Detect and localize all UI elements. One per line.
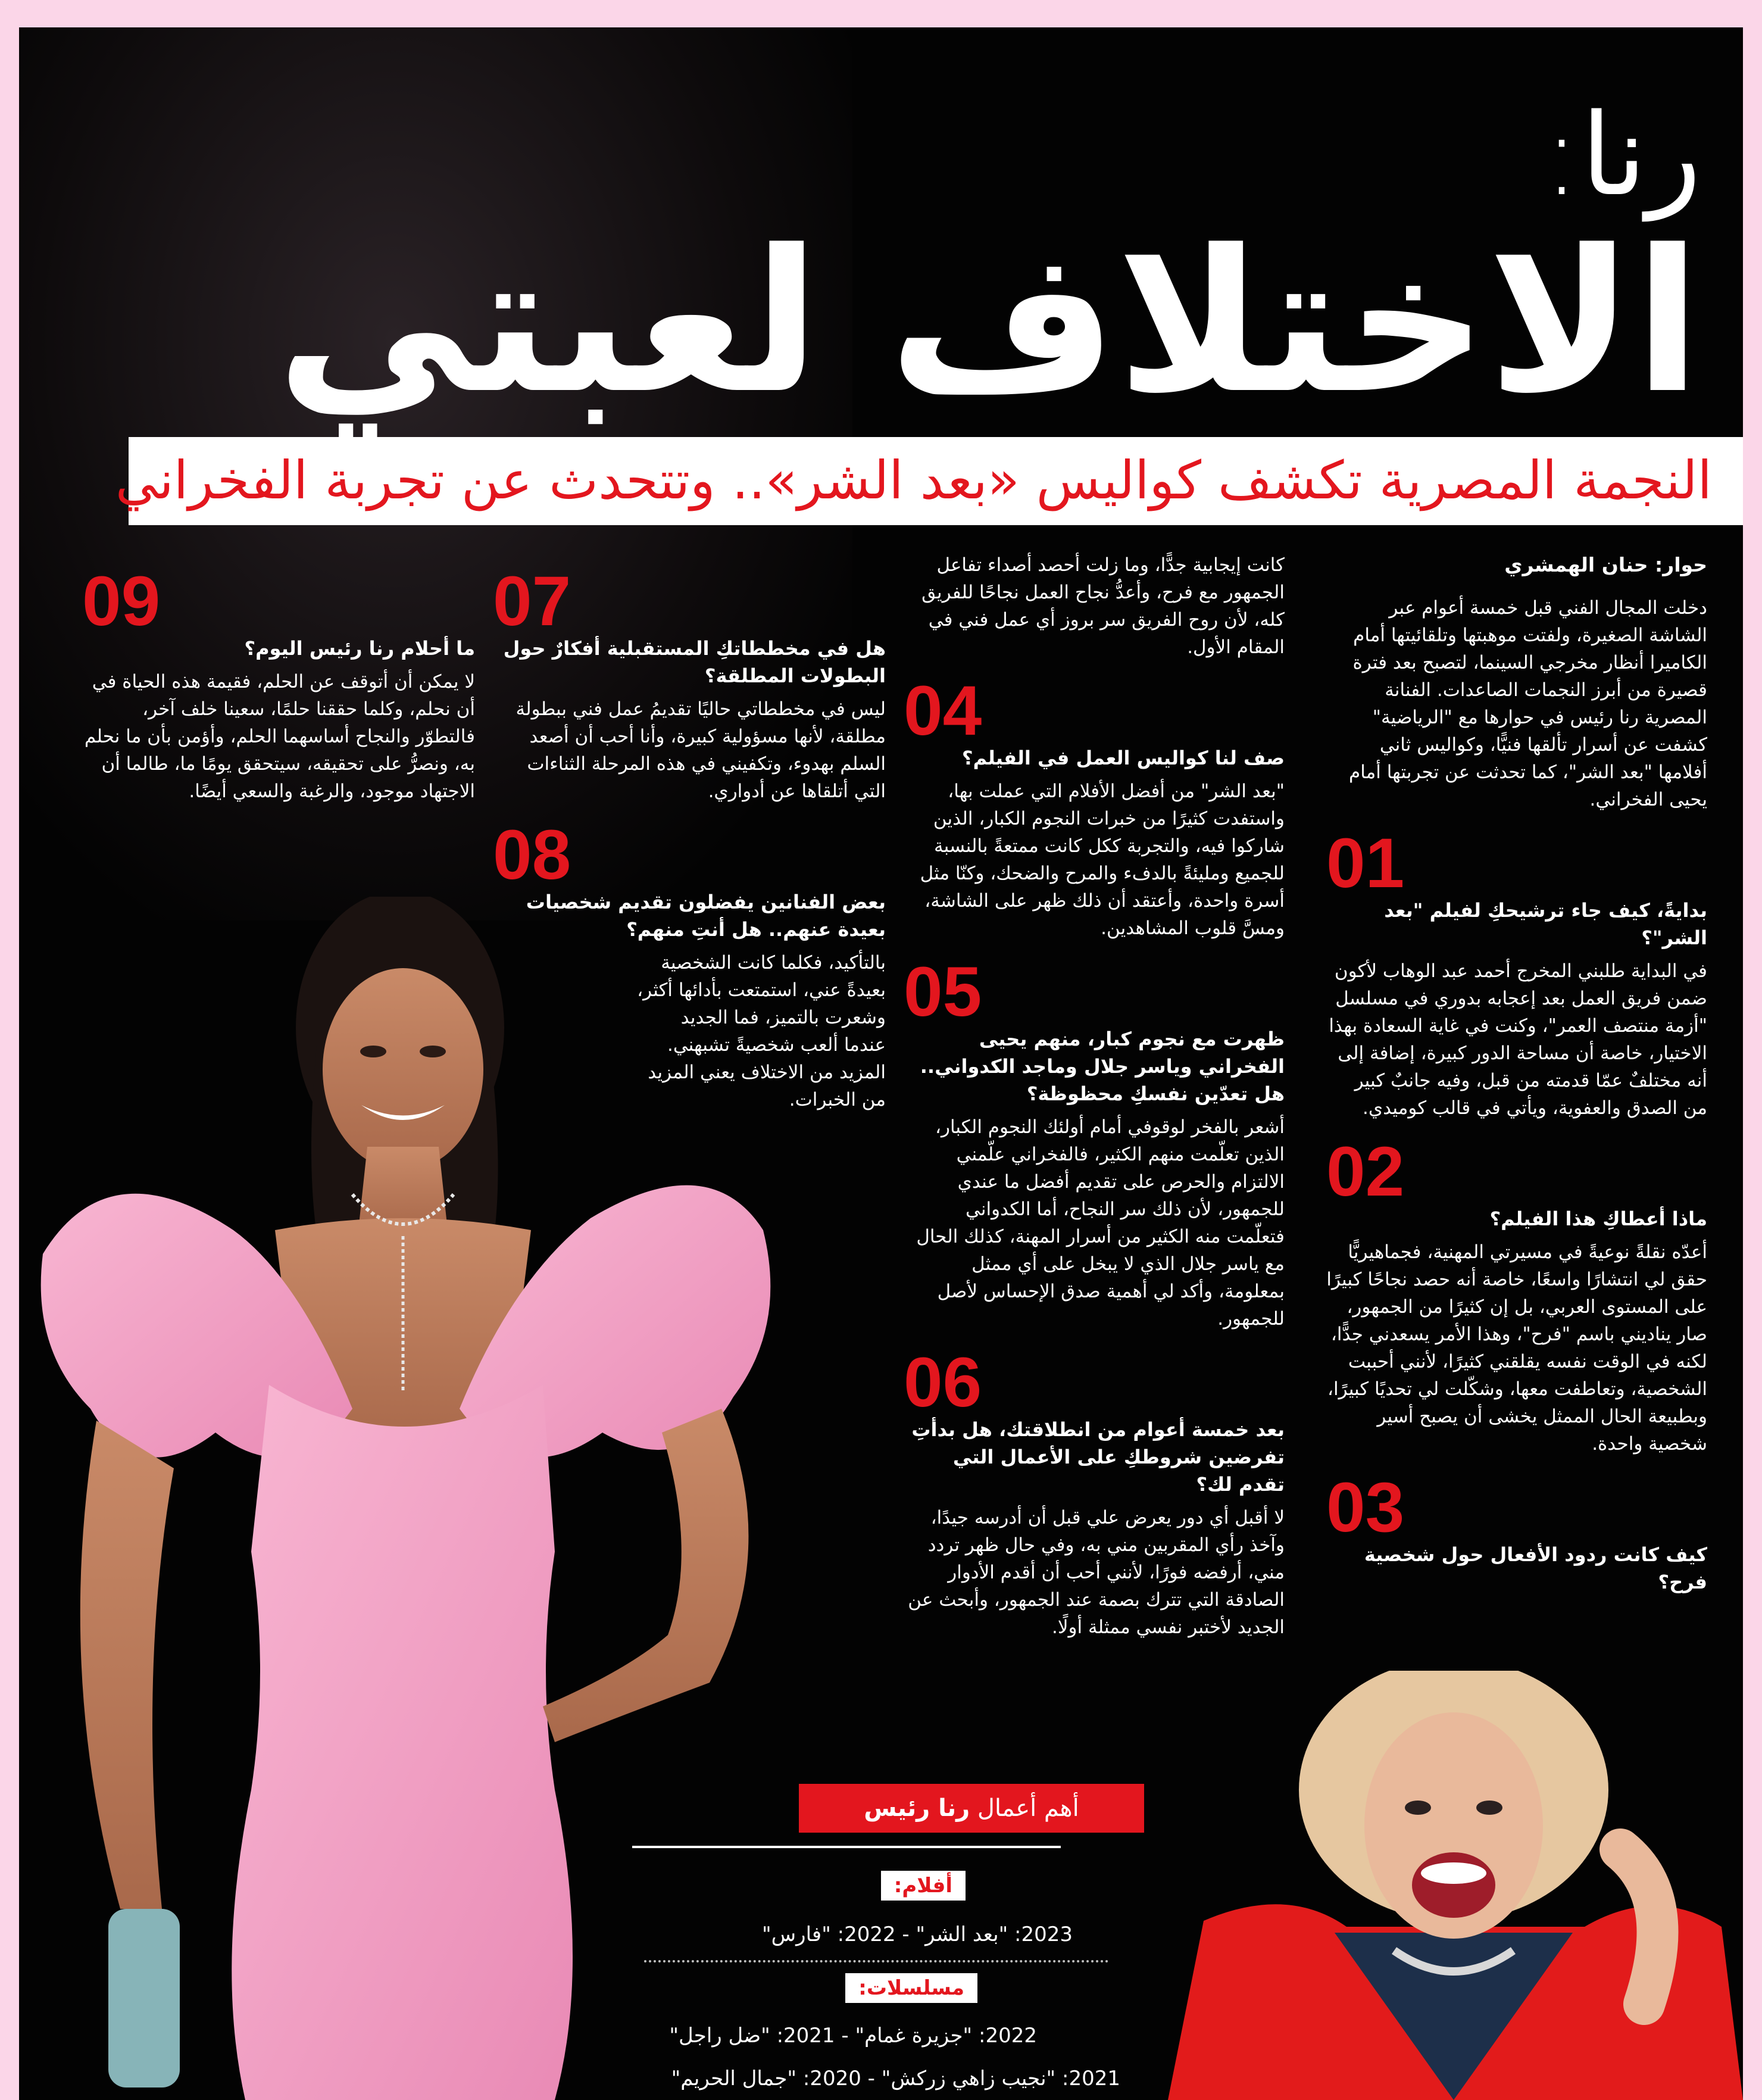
question-number-08: 08: [493, 816, 571, 894]
inset-photo: [1168, 1671, 1743, 2100]
question-01: بدايةً، كيف جاء ترشيحكِ لفيلم "بعد الشر"؟: [1384, 899, 1707, 949]
answer-02: أعدّه نقلةً نوعيةً في مسيرتي المهنية، فجماهيريًّا حقق لي انتشارًا واسعًا، خاصة أنه حصد نجاحًا كبيرًا على المستوى العربي، بل إن كثيرًا من الجمهور، صار يناديني باسم "فرح"، وهذا الأمر يسعدني جدًّا، لكنه في الوقت نفسه يقلقني كثيرًا، لأنني أحببت الشخصية، وتعاطفت معها، وشكّلت لي تحديًا كبيرًا، وبطبيعة الحال الممثل يخشى أن يصبح أسير شخصية واحدة.: [1326, 1241, 1707, 1455]
works-box: [596, 1784, 1168, 2100]
works-title-prefix: أهم أعمال: [977, 1795, 1079, 1822]
answer-08: بالتأكيد، فكلما كانت الشخصية بعيدةً عني، استمتعت بأدائها أكثر، وشعرت بالتميز، فما الجديد عندما ألعب شخصيةً تشبهني. المزيد من الاختلاف يعني المزيد من الخبرات.: [637, 952, 886, 1110]
answer-09: لا يمكن أن أتوقف عن الحلم، فقيمة هذه الحياة في أن نحلم، وكلما حققنا حلمًا، سعينا خلف آخر، فالتطوّر والنجاح أساسهما الحلم، وأؤمن بأن ما نحلم به، ونصرُّ على تحقيقه، سيتحقق يومًا ما، طالما أن الاجتهاد موجود، والرغبة والسعي أيضًا.: [84, 671, 475, 802]
question-07: هل في مخططاتكِ المستقبلية أفكارٌ حول البطولات المطلقة؟: [503, 637, 886, 687]
works-title: [799, 1784, 1144, 1833]
byline: حوار: حنان الهمشري: [1504, 553, 1707, 576]
headline-title: الاختلاف لعبتي: [276, 208, 1701, 436]
question-number-09: 09: [82, 562, 161, 641]
question-06: بعد خمسة أعوام من انطلاقتك، هل بدأتِ تفرضين شروطكِ على الأعمال التي تقدم لك؟: [911, 1418, 1285, 1496]
magazine-page: [19, 27, 1743, 2100]
question-03: كيف كانت ردود الأفعال حول شخصية فرح؟: [1364, 1543, 1707, 1593]
films-line: 2023: "بعد الشر" - 2022: "فارس": [762, 1923, 1073, 1946]
question-number-01: 01: [1326, 824, 1405, 903]
series-label: مسلسلات:: [845, 1973, 977, 2003]
answer-03: كانت إيجابية جدًّا، وما زلت أحصد أصداء تفاعل الجمهور مع فرح، وأعدُّ نجاح العمل نجاحًا للفريق كله، لأن روح الفريق سر بروز أي عمل فني في المقام الأول.: [921, 554, 1285, 658]
works-title-name: رنا رئيس: [864, 1795, 970, 1822]
answer-05: أشعر بالفخر لوقوفي أمام أولئك النجوم الكبار، الذين تعلّمت منهم الكثير، فالفخراني علّمني الالتزام والحرص على تقديم أفضل ما عندي للجمهور، لأن ذلك سر النجاح، أما الكدواني فتعلّمت منه الكثير من أسرار المهنة، كذلك الحال مع ياسر جلال الذي لا يبخل على أي ممثل بمعلومة، وأكد لي أهمية صدق الإحساس لأصل للجمهور.: [916, 1116, 1285, 1330]
column-1: [1326, 551, 1707, 1602]
question-number-05: 05: [904, 953, 982, 1031]
column-4: [82, 551, 475, 811]
answer-01: في البداية طلبني المخرج أحمد عبد الوهاب لأكون ضمن فريق العمل بعد إعجابه بدوري في مسلسل "أزمة منتصف العمر"، وكنت في غاية السعادة بهذا الاختيار، خاصة أن مساحة الدور كبيرة، إضافة إلى أنه مختلفٌ عمّا قدمته من قبل، وفيه جانبٌ كبير من الصدق والعفوية، ويأتي في قالب كوميدي.: [1329, 960, 1707, 1119]
question-number-02: 02: [1326, 1132, 1405, 1211]
headline-subtitle: النجمة المصرية تكشف كواليس «بعد الشر».. وتتحدث عن تجربة الفخراني: [115, 450, 1712, 511]
subtitle-bar: [115, 437, 1743, 525]
question-08: بعض الفنانين يفضلون تقديم شخصيات بعيدة عنهم.. هل أنتِ منهم؟: [526, 891, 886, 941]
works-divider: [644, 1960, 1108, 1962]
question-09: ما أحلام رنا رئيس اليوم؟: [244, 637, 475, 660]
films-label: أفلام:: [881, 1871, 966, 1901]
headline-kicker: رنا:: [1542, 89, 1701, 221]
question-number-07: 07: [493, 562, 571, 641]
column-2: [904, 551, 1285, 1647]
question-number-03: 03: [1326, 1468, 1405, 1547]
question-02: ماذا أعطاكِ هذا الفيلم؟: [1489, 1207, 1707, 1230]
answer-07: ليس في مخططاتي حاليًا تقديمُ عمل فني ببطولة مطلقة، لأنها مسؤولية كبيرة، وأنا أحب أن أصعد السلم بهدوء، وتكفيني في هذه المرحلة الثناءات التي أتلقاها عن أدواري.: [516, 698, 886, 802]
intro-text: دخلت المجال الفني قبل خمسة أعوام عبر الشاشة الصغيرة، ولفتت موهبتها وتلقائيتها أمام الكاميرا أنظار مخرجي السينما، لتصبح بعد فترة قصيرة من أبرز النجمات الصاعدات. الفنانة المصرية رنا رئيس في حوارها مع "الرياضية" كشفت عن أسرار تألقها فنيًّا، وكواليس ثاني أفلامها "بعد الشر"، كما تحدثت عن تجربتها أمام يحيى الفخراني.: [1349, 597, 1707, 810]
series-line-2: 2021: "نجيب زاهي زركش" - 2020: "جمال الحريم": [671, 2067, 1120, 2090]
series-line-1: 2022: "جزيرة غمام" - 2021: "ضل راجل": [669, 2024, 1037, 2048]
answer-06: لا أقبل أي دور يعرض علي قبل أن أدرسه جيدًا، وآخذ رأي المقربين مني به، وفي حال ظهر تردد مني، أرفضه فورًا، لأنني أحب أن أقدم الأدوار الصادقة التي تترك بصمة عند الجمهور، وأبحث عن الجديد لأختبر نفسي ممثلة أولًا.: [908, 1507, 1285, 1638]
works-rule: [632, 1846, 1061, 1848]
answer-04: "بعد الشر" من أفضل الأفلام التي عملت بها، واستفدت كثيرًا من خبرات النجوم الكبار، الذين شاركوا فيه، والتجربة ككل كانت ممتعةً بالنسبة للجميع ومليئةً بالدفء والمرح والضحك، وكنّا مثل أسرة واحدة، وأعتقد أن ذلك ظهر على الشاشة، ومسَّ قلوب المشاهدين.: [920, 781, 1285, 939]
question-04: صف لنا كواليس العمل في الفيلم؟: [962, 747, 1285, 769]
question-number-06: 06: [904, 1343, 982, 1422]
question-05: ظهرت مع نجوم كبار، منهم يحيى الفخراني وياسر جلال وماجد الكدواني.. هل تعدّين نفسكِ محظوظة؟: [920, 1028, 1285, 1105]
question-number-04: 04: [904, 672, 982, 750]
